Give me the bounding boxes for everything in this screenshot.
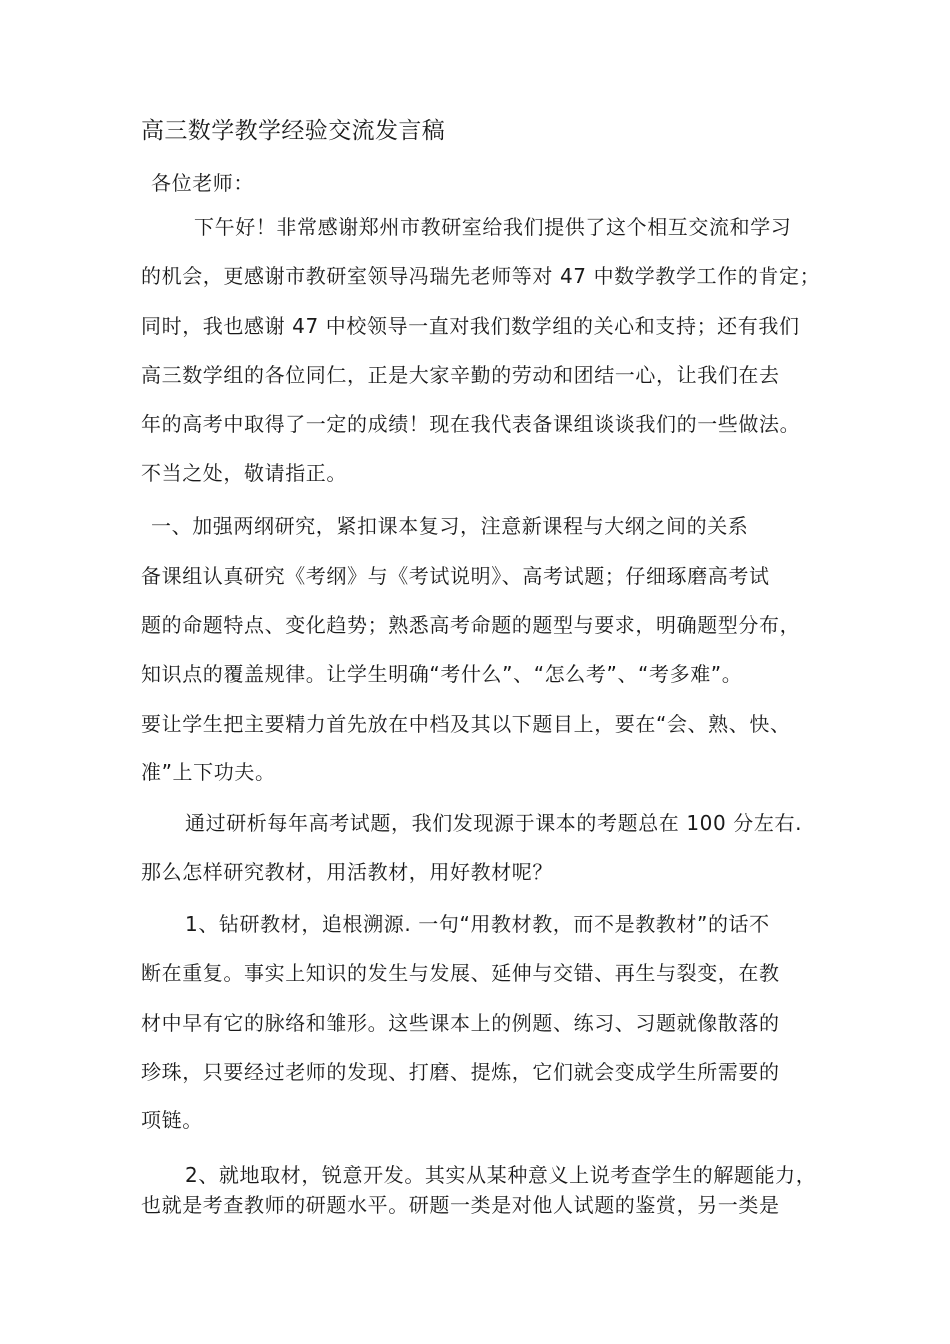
intro-line: 不当之处，敬请指正。 [141,461,347,485]
item-line: 2、就地取材，锐意开发。其实从某种意义上说考查学生的解题能力， [185,1163,817,1187]
intro-line: 年的高考中取得了一定的成绩！现在我代表备课组谈谈我们的一些做法。 [141,412,801,436]
section-body-line: 题的命题特点、变化趋势；熟悉高考命题的题型与要求，明确题型分布， [141,613,801,637]
intro-line: 同时，我也感谢 47 中校领导一直对我们数学组的关心和支持；还有我们 [141,314,800,338]
intro-line: 下午好！非常感谢郑州市教研室给我们提供了这个相互交流和学习 [194,215,792,239]
item-line: 项链。 [141,1108,203,1132]
section-body-line: 准”上下功夫。 [141,760,276,784]
section-body-line: 要让学生把主要精力首先放在中档及其以下题目上，要在“会、熟、快、 [141,712,791,736]
paragraph-line: 通过研析每年高考试题，我们发现源于课本的考题总在 100 分左右. [185,811,803,835]
paragraph-line: 那么怎样研究教材，用活教材，用好教材呢？ [141,860,553,884]
page-title: 高三数学教学经验交流发言稿 [141,118,446,144]
item-line: 1、钻研教材，追根溯源. 一句“用教材教，而不是教教材”的话不 [185,912,770,936]
section-heading: 一、加强两纲研究，紧扣课本复习，注意新课程与大纲之间的关系 [151,514,749,538]
intro-line: 的机会，更感谢市教研室领导冯瑞先老师等对 47 中数学教学工作的肯定； [141,264,821,288]
item-line: 材中早有它的脉络和雏形。这些课本上的例题、练习、习题就像散落的 [141,1011,780,1035]
intro-line: 高三数学组的各位同仁，正是大家辛勤的劳动和团结一心，让我们在去 [141,363,780,387]
item-line: 珍珠，只要经过老师的发现、打磨、提炼，它们就会变成学生所需要的 [141,1060,780,1084]
item-line: 也就是考查教师的研题水平。研题一类是对他人试题的鉴赏，另一类是 [141,1193,780,1217]
section-body-line: 备课组认真研究《考纲》与《考试说明》、高考试题；仔细琢磨高考试 [141,564,770,588]
item-line: 断在重复。事实上知识的发生与发展、延伸与交错、再生与裂变，在教 [141,961,780,985]
section-body-line: 知识点的覆盖规律。让学生明确“考什么”、“怎么考”、“考多难”。 [141,662,743,686]
salutation: 各位老师： [151,171,254,195]
